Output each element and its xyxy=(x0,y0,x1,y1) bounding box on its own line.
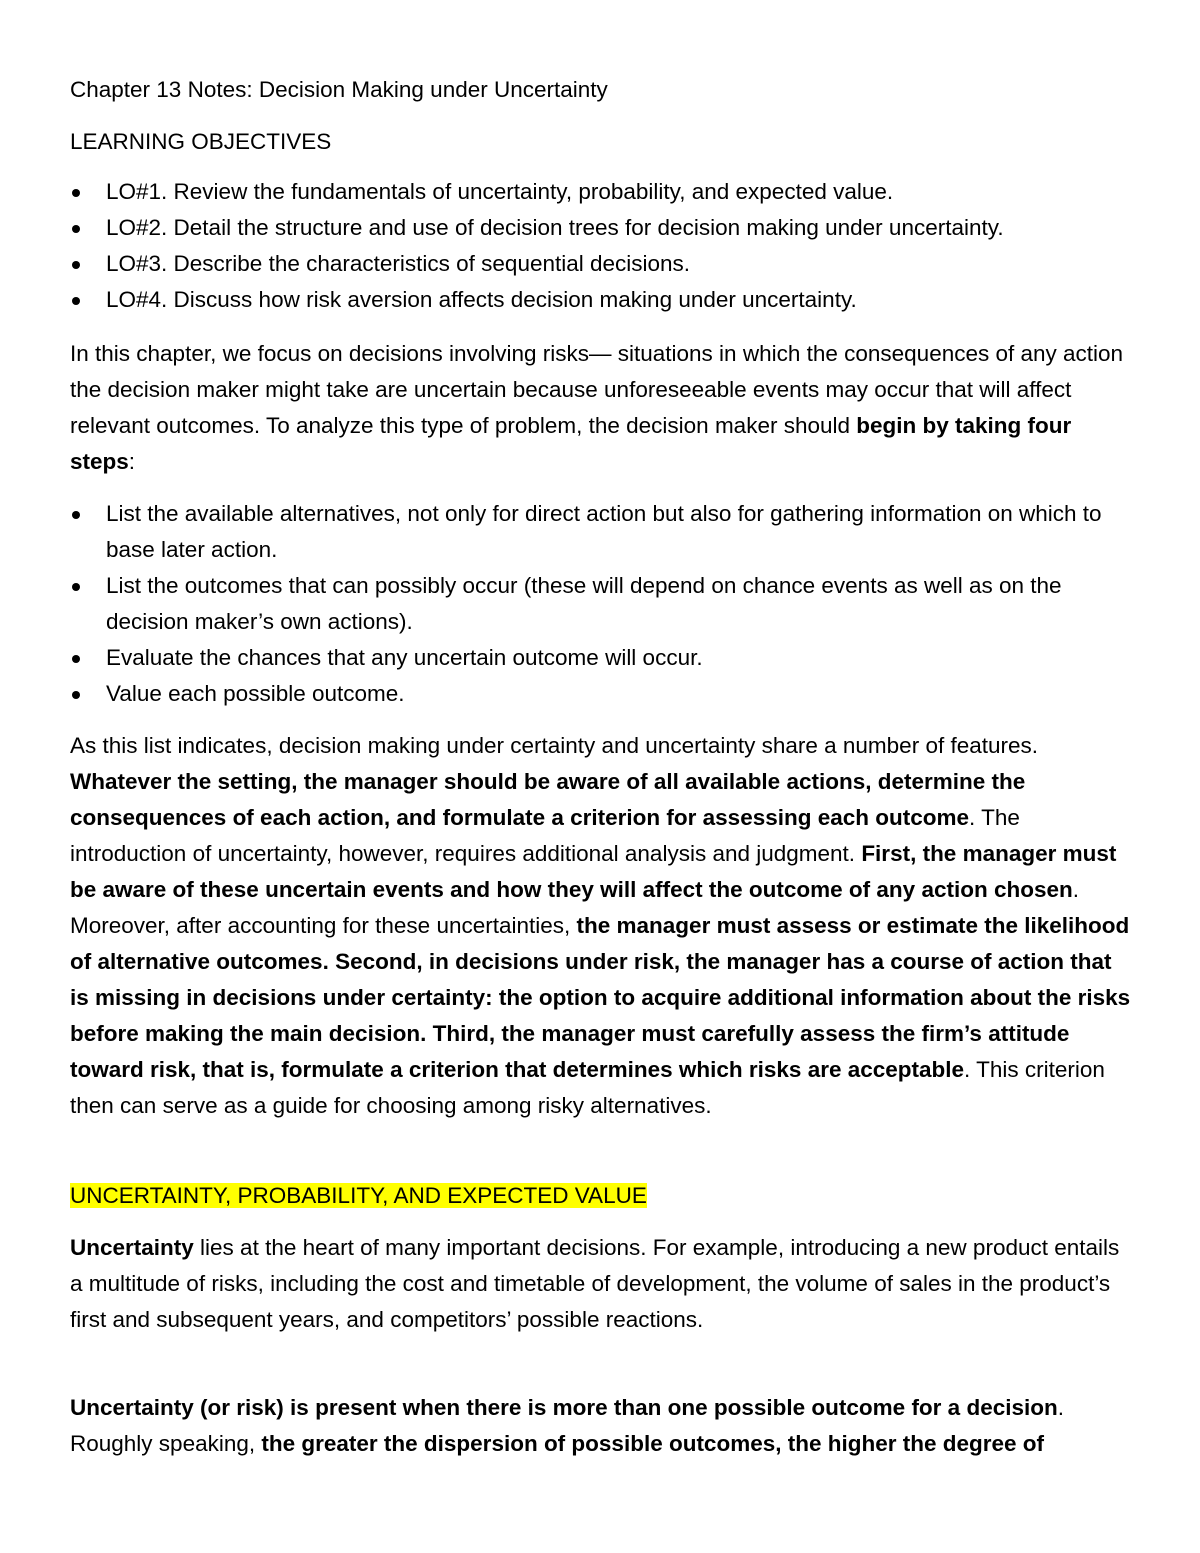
bullet-icon xyxy=(72,511,80,519)
learning-objectives-heading: LEARNING OBJECTIVES xyxy=(70,129,332,154)
bullet-icon xyxy=(72,583,80,591)
list-item: LO#3. Describe the characteristics of sequential decisions. xyxy=(70,246,1135,282)
list-item: Value each possible outcome. xyxy=(70,676,1135,712)
bullet-icon xyxy=(72,225,80,233)
list-item: LO#1. Review the fundamentals of uncertainty, probability, and expected value. xyxy=(70,174,1135,210)
list-item: List the outcomes that can possibly occur (these will depend on chance events as well as on the decision maker’s own actions). xyxy=(70,568,1135,640)
four-steps-list xyxy=(70,496,1135,712)
uncertainty-paragraph: Uncertainty lies at the heart of many important decisions. For example, introducing a new product entails a multitude of risks, including the cost and timetable of development, the volume of sales in the product’s first and subsequent years, and competitors’ possible reactions. xyxy=(70,1235,1120,1332)
page-title: Chapter 13 Notes: Decision Making under Uncertainty xyxy=(70,77,608,102)
bullet-icon xyxy=(72,691,80,699)
analysis-paragraph: As this list indicates, decision making under certainty and uncertainty share a number of features. Whatever the setting, the manager should be aware of all available actions, determine the consequences of each action, and formulate a criterion for assessing each outcome. The introduction of uncertainty, however, requires additional analysis and judgment. First, the manager must be aware of these uncertain events and how they will affect the outcome of any action chosen. Moreover, after accounting for these uncertainties, the manager must assess or estimate the likelihood of alternative outcomes. Second, in decisions under risk, the manager has a course of action that is missing in decisions under certainty: the option to acquire additional information about the risks before making the main decision. Third, the manager must carefully assess the firm’s attitude toward risk, that is, formulate a criterion that determines which risks are acceptable. This criterion then can serve as a guide for choosing among risky alternatives. xyxy=(70,733,1131,1118)
list-item: Evaluate the chances that any uncertain outcome will occur. xyxy=(70,640,1135,676)
highlighted-heading-text: UNCERTAINTY, PROBABILITY, AND EXPECTED VALUE xyxy=(70,1183,647,1208)
section-heading xyxy=(70,1178,1135,1214)
list-item: LO#4. Discuss how risk aversion affects decision making under uncertainty. xyxy=(70,282,1135,318)
bullet-icon xyxy=(72,297,80,305)
bullet-icon xyxy=(72,655,80,663)
list-item: List the available alternatives, not only for direct action but also for gathering information on which to base later action. xyxy=(70,496,1135,568)
intro-paragraph: In this chapter, we focus on decisions involving risks— situations in which the consequences of any action the decision maker might take are uncertain because unforeseeable events may occur that will affect relevant outcomes. To analyze this type of problem, the decision maker should begin by taking four steps: xyxy=(70,341,1124,474)
risk-paragraph: Uncertainty (or risk) is present when there is more than one possible outcome for a decision. Roughly speaking, the greater the dispersion of possible outcomes, the higher the degree of xyxy=(70,1395,1064,1456)
list-item: LO#2. Detail the structure and use of decision trees for decision making under uncertainty. xyxy=(70,210,1135,246)
bullet-icon xyxy=(72,261,80,269)
bullet-icon xyxy=(72,189,80,197)
learning-objectives-list xyxy=(70,174,1135,318)
